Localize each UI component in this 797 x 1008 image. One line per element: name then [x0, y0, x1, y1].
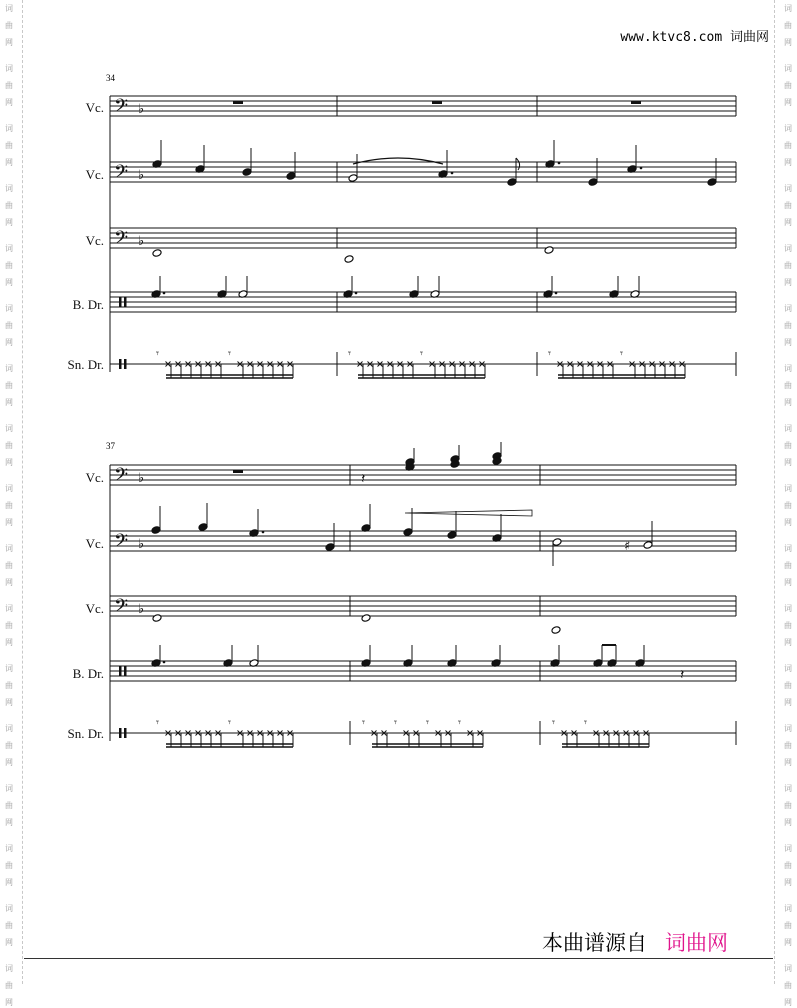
- watermark-glyph: 词: [784, 844, 792, 853]
- note-head: [507, 178, 517, 187]
- percussion-clef-icon: [124, 359, 127, 369]
- watermark-glyph: 词: [784, 424, 792, 433]
- dot: [355, 292, 358, 295]
- watermark-glyph: 词: [5, 364, 13, 373]
- watermark-glyph: 网: [784, 698, 792, 707]
- whole-rest: [631, 101, 641, 104]
- eighth-rest: 𝄾: [348, 347, 351, 360]
- watermark-glyph: 曲: [784, 921, 792, 930]
- key-flat-icon: ♭: [138, 234, 145, 249]
- watermark-glyph: 网: [784, 998, 792, 1007]
- watermark-glyph: 词: [784, 544, 792, 553]
- note-head: [198, 523, 208, 532]
- watermark-glyph: 曲: [5, 861, 13, 870]
- watermark-glyph: 词: [5, 604, 13, 613]
- watermark-glyph: 曲: [784, 981, 792, 990]
- sharp-icon: ♯: [624, 539, 631, 554]
- watermark-glyph: 曲: [784, 201, 792, 210]
- watermark-glyph: 网: [784, 518, 792, 527]
- watermark-glyph: 网: [5, 638, 13, 647]
- watermark-glyph: 词: [5, 544, 13, 553]
- watermark-glyph: 网: [784, 218, 792, 227]
- watermark-glyph: 曲: [5, 621, 13, 630]
- eighth-rest: 𝄾: [394, 716, 397, 729]
- watermark-glyph: 曲: [784, 261, 792, 270]
- crescendo-hairpin: [405, 510, 532, 516]
- watermark-glyph: 词: [784, 184, 792, 193]
- watermark-glyph: 曲: [784, 321, 792, 330]
- bass-clef-icon: 𝄢: [114, 96, 129, 121]
- watermark-glyph: 网: [5, 218, 13, 227]
- key-flat-icon: ♭: [138, 102, 145, 117]
- watermark-glyph: 网: [784, 578, 792, 587]
- note-head: [551, 626, 561, 635]
- watermark-glyph: 网: [5, 458, 13, 467]
- watermark-glyph: 曲: [5, 441, 13, 450]
- eighth-rest: 𝄾: [458, 716, 461, 729]
- watermark-glyph: 曲: [784, 21, 792, 30]
- watermark-glyph: 词: [5, 124, 13, 133]
- note-head: [152, 614, 162, 623]
- percussion-clef-icon: [119, 359, 122, 369]
- note-head: [361, 614, 371, 623]
- note-head: [152, 249, 162, 258]
- watermark-glyph: 曲: [5, 141, 13, 150]
- watermark-glyph: 曲: [784, 681, 792, 690]
- watermark-glyph: 词: [784, 4, 792, 13]
- watermark-glyph: 词: [784, 604, 792, 613]
- eighth-rest: 𝄾: [584, 716, 587, 729]
- eighth-rest: 𝄾: [156, 716, 159, 729]
- footer-brand[interactable]: 词曲网: [665, 931, 728, 955]
- watermark-glyph: 曲: [5, 801, 13, 810]
- whole-rest: [233, 101, 243, 104]
- instrument-label: Vc.: [85, 100, 104, 115]
- bass-clef-icon: 𝄢: [114, 465, 129, 490]
- bass-clef-icon: 𝄢: [114, 228, 129, 253]
- watermark-glyph: 网: [784, 758, 792, 767]
- watermark-glyph: 词: [784, 244, 792, 253]
- note-head: [286, 172, 296, 181]
- watermark-glyph: 词: [5, 964, 13, 973]
- watermark-glyph: 词: [5, 304, 13, 313]
- key-flat-icon: ♭: [138, 168, 145, 183]
- watermark-glyph: 网: [784, 878, 792, 887]
- dot: [163, 661, 166, 664]
- watermark-glyph: 曲: [784, 501, 792, 510]
- watermark-glyph: 网: [5, 878, 13, 887]
- key-flat-icon: ♭: [138, 471, 145, 486]
- eighth-rest: 𝄾: [426, 716, 429, 729]
- watermark-glyph: 词: [5, 784, 13, 793]
- watermark-glyph: 曲: [784, 441, 792, 450]
- note-head: [588, 178, 598, 187]
- watermark-glyph: 曲: [784, 801, 792, 810]
- watermark-glyph: 网: [784, 398, 792, 407]
- watermark-glyph: 曲: [784, 741, 792, 750]
- note-head: [707, 178, 717, 187]
- watermark-glyph: 网: [5, 758, 13, 767]
- watermark-glyph: 曲: [5, 201, 13, 210]
- eighth-rest: 𝄾: [156, 347, 159, 360]
- footer-source[interactable]: [542, 927, 728, 957]
- watermark-glyph: 网: [784, 158, 792, 167]
- watermark-glyph: 词: [784, 964, 792, 973]
- dot: [558, 162, 561, 165]
- watermark-glyph: 词: [5, 904, 13, 913]
- eighth-rest: 𝄾: [362, 716, 365, 729]
- footer-source-text: 本曲谱源自: [542, 931, 647, 955]
- watermark-glyph: 曲: [5, 921, 13, 930]
- instrument-label: B. Dr.: [72, 297, 104, 312]
- eighth-rest: 𝄾: [420, 347, 423, 360]
- watermark-glyph: 曲: [784, 141, 792, 150]
- dot: [640, 167, 643, 170]
- watermark-glyph: 网: [784, 38, 792, 47]
- watermark-glyph: 曲: [5, 81, 13, 90]
- percussion-clef-icon: [119, 297, 122, 307]
- watermark-glyph: 曲: [5, 321, 13, 330]
- watermark-glyph: 网: [5, 338, 13, 347]
- eighth-rest: 𝄾: [548, 347, 551, 360]
- watermark-glyph: 网: [5, 518, 13, 527]
- watermark-glyph: 词: [5, 724, 13, 733]
- watermark-glyph: 曲: [784, 861, 792, 870]
- watermark-glyph: 词: [5, 244, 13, 253]
- watermark-glyph: 词: [784, 484, 792, 493]
- watermark-glyph: 词: [784, 904, 792, 913]
- instrument-label: Vc.: [85, 470, 104, 485]
- flag: [516, 158, 520, 170]
- watermark-glyph: 词: [784, 124, 792, 133]
- bass-clef-icon: 𝄢: [114, 596, 129, 621]
- watermark-glyph: 曲: [5, 501, 13, 510]
- instrument-label: Vc.: [85, 233, 104, 248]
- watermark-glyph: 词: [784, 724, 792, 733]
- tie: [353, 158, 443, 164]
- note-head: [544, 246, 554, 255]
- site-url[interactable]: www.ktvc8.com: [620, 30, 723, 45]
- bass-clef-icon: 𝄢: [114, 531, 129, 556]
- watermark-glyph: 网: [784, 98, 792, 107]
- watermark-glyph: 网: [5, 398, 13, 407]
- note-head: [643, 541, 653, 550]
- percussion-clef-icon: [124, 297, 127, 307]
- watermark-glyph: 网: [5, 998, 13, 1007]
- note-head: [242, 168, 252, 177]
- instrument-label: B. Dr.: [72, 666, 104, 681]
- site-name[interactable]: 词曲网: [729, 30, 769, 45]
- watermark-glyph: 曲: [784, 561, 792, 570]
- watermark-glyph: 网: [784, 338, 792, 347]
- dot: [163, 292, 166, 295]
- measure-number: 37: [106, 441, 115, 451]
- note-head: [151, 526, 161, 535]
- eighth-rest: 𝄾: [620, 347, 623, 360]
- dot: [262, 531, 265, 534]
- watermark-glyph: 曲: [5, 561, 13, 570]
- watermark-glyph: 词: [5, 484, 13, 493]
- watermark-glyph: 词: [5, 64, 13, 73]
- watermark-glyph: 网: [5, 818, 13, 827]
- key-flat-icon: ♭: [138, 537, 145, 552]
- percussion-clef-icon: [119, 728, 122, 738]
- watermark-glyph: 网: [5, 698, 13, 707]
- watermark-glyph: 词: [784, 664, 792, 673]
- dot: [451, 172, 454, 175]
- instrument-label: Vc.: [85, 167, 104, 182]
- watermark-glyph: 曲: [5, 981, 13, 990]
- watermark-glyph: 词: [5, 4, 13, 13]
- watermark-glyph: 网: [784, 938, 792, 947]
- watermark-glyph: 网: [5, 98, 13, 107]
- watermark-glyph: 词: [784, 784, 792, 793]
- watermark-glyph: 曲: [5, 741, 13, 750]
- watermark-glyph: 曲: [5, 381, 13, 390]
- watermark-glyph: 曲: [5, 21, 13, 30]
- measure-number: 34: [106, 73, 115, 83]
- bass-clef-icon: 𝄢: [114, 162, 129, 187]
- whole-rest: [233, 470, 243, 473]
- watermark-glyph: 网: [5, 158, 13, 167]
- eighth-rest: 𝄾: [228, 716, 231, 729]
- watermark-glyph: 词: [5, 424, 13, 433]
- watermark-glyph: 词: [784, 64, 792, 73]
- instrument-label: Sn. Dr.: [67, 357, 104, 372]
- percussion-clef-icon: [119, 666, 122, 676]
- watermark-glyph: 曲: [784, 81, 792, 90]
- quarter-rest: 𝄽: [680, 667, 685, 683]
- percussion-clef-icon: [124, 728, 127, 738]
- watermark-glyph: 词: [5, 664, 13, 673]
- eighth-rest: 𝄾: [552, 716, 555, 729]
- watermark-glyph: 曲: [5, 681, 13, 690]
- instrument-label: Vc.: [85, 536, 104, 551]
- watermark-glyph: 网: [5, 938, 13, 947]
- watermark-glyph: 网: [784, 278, 792, 287]
- bottom-rule: [24, 958, 773, 959]
- watermark-glyph: 网: [5, 278, 13, 287]
- percussion-clef-icon: [124, 666, 127, 676]
- note-head: [447, 531, 457, 540]
- watermark-glyph: 词: [5, 184, 13, 193]
- watermark-glyph: 词: [784, 304, 792, 313]
- watermark-glyph: 曲: [784, 381, 792, 390]
- instrument-label: Vc.: [85, 601, 104, 616]
- note-head: [552, 538, 562, 547]
- watermark-glyph: 词: [784, 364, 792, 373]
- watermark-glyph: 曲: [784, 621, 792, 630]
- watermark-glyph: 网: [5, 578, 13, 587]
- whole-rest: [432, 101, 442, 104]
- eighth-rest: 𝄾: [228, 347, 231, 360]
- watermark-glyph: 网: [5, 38, 13, 47]
- watermark-glyph: 曲: [5, 261, 13, 270]
- watermark-glyph: 网: [784, 818, 792, 827]
- note-head: [325, 543, 335, 552]
- quarter-rest: 𝄽: [361, 471, 366, 487]
- note-head: [344, 255, 354, 264]
- note-head: [403, 528, 413, 537]
- key-flat-icon: ♭: [138, 602, 145, 617]
- watermark-glyph: 词: [5, 844, 13, 853]
- watermark-glyph: 网: [784, 638, 792, 647]
- instrument-label: Sn. Dr.: [67, 726, 104, 741]
- dot: [555, 292, 558, 295]
- watermark-glyph: 网: [784, 458, 792, 467]
- note-head: [348, 174, 358, 183]
